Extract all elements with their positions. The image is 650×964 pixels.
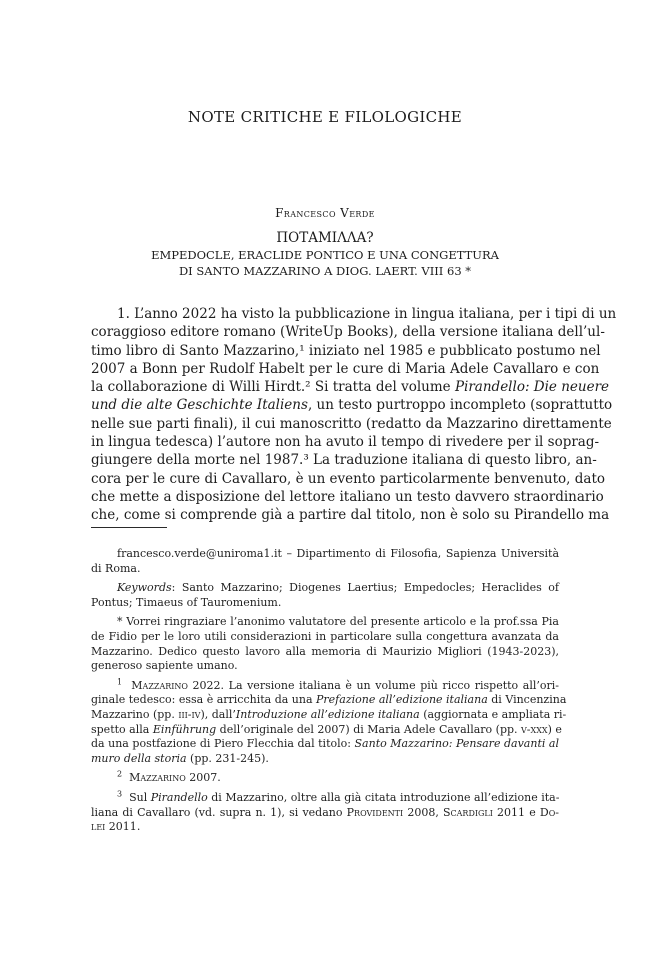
footnote-number: 1: [117, 677, 123, 687]
footnotes: [91, 547, 567, 840]
keywords-note: [91, 581, 559, 610]
note-line: francesco.verde@uniroma1.it – Dipartimento di Filosofia, Sapienza Università: [117, 547, 559, 560]
footnote-star: [91, 615, 559, 673]
note-line: da una postfazione di Piero Flecchia dal titolo: Santo Mazzarino: Pensare davanti al: [91, 737, 560, 751]
note-line: Mazzarino. Dedico questo lavoro alla memoria di Maurizio Migliori (1943-2023),: [91, 644, 559, 658]
note-line: Pontus; Timaeus of Tauromenium.: [91, 595, 282, 609]
footnote-separator: [91, 527, 167, 528]
citation: Mazzarino 2022: [131, 678, 221, 692]
note-line: muro della storia (pp. 231-245).: [91, 751, 269, 765]
subtitle-line: EMPEDOCLE, ERACLIDE PONTICO E UNA CONGETTURA: [151, 248, 499, 262]
affiliation-note: [91, 547, 559, 576]
body-line: 2007 a Bonn per Rudolf Habelt per le cure di Maria Adele Cavallaro e con: [91, 360, 600, 377]
body-line: giungere della morte nel 1987.³ La traduzione italiana di questo libro, an-: [91, 452, 597, 469]
body-line: la collaborazione di Willi Hirdt.² Si tratta del volume Pirandello: Die neuere: [91, 379, 610, 396]
note-line: liana di Cavallaro (vd. supra n. 1), si vedano Providenti 2008, Scardigli 2011 e Do-: [91, 805, 559, 819]
note-line: lei 2011.: [91, 820, 141, 834]
body-line: timo libro di Santo Mazzarino,¹ iniziato nel 1985 e pubblicato postumo nel: [91, 342, 601, 359]
note-line: generoso sapiente umano.: [91, 659, 238, 673]
citation: Providenti 2008: [346, 805, 436, 819]
citation: Scardigli 2011: [442, 805, 526, 819]
footnote-3: [91, 791, 559, 835]
article-subtitle: [0, 247, 650, 279]
note-line: de Fidio per le loro utili considerazioni in particolare sulla congettura avanzata da: [91, 629, 559, 643]
footnote-number: 3: [117, 789, 123, 799]
body-paragraph: [91, 305, 617, 525]
citation: Do-: [539, 805, 559, 819]
note-line: $^2$ Mazzarino 2007.: [117, 769, 221, 785]
note-line: $^1$ Mazzarino 2022. La versione italiana è un volume più ricco rispetto all’ori-: [117, 677, 559, 692]
footnote-1: [91, 677, 567, 767]
footnote-2: [91, 771, 559, 786]
note-line: * Vorrei ringraziare l’anonimo valutatore del presente articolo e la prof.ssa Pia: [117, 615, 559, 629]
note-line: $^3$ Sul Pirandello di Mazzarino, oltre alla già citata introduzione all’edizione ita-: [117, 789, 560, 804]
book-title: Pirandello: Die neuere: [454, 379, 610, 396]
body-line: nelle sue parti finali), il cui manoscritto (redatto da Mazzarino direttamente: [91, 415, 612, 432]
body-line: che, come si comprende già a partire dal titolo, non è solo su Pirandello ma: [91, 507, 610, 524]
note-line: Mazzarino (pp. iii-iv), dall’Introduzione all’edizione italiana (aggiornata e ampliata ri-: [91, 707, 567, 721]
footnote-number: 2: [117, 769, 123, 779]
citation: Mazzarino 2007: [129, 771, 218, 785]
author-name: Francesco Verde: [275, 206, 375, 220]
citation: lei 2011: [91, 820, 137, 834]
section-title: NOTE CRITICHE E FILOLOGICHE: [187, 108, 463, 126]
note-line: spetto alla Einführung dell’originale del 2007) di Maria Adele Cavallaro (pp. v-xxx) e: [91, 722, 562, 736]
body-line: in lingua tedesca) l’autore non ha avuto il tempo di rivedere per il soprag-: [91, 434, 600, 451]
body-line: und die alte Geschichte Italiens, un testo purtroppo incompleto (soprattutto: [91, 397, 613, 414]
body-line: 1. L’anno 2022 ha visto la pubblicazione in lingua italiana, per i tipi di un: [117, 306, 617, 322]
body-line: che mette a disposizione del lettore italiano un testo davvero straordinario: [91, 488, 604, 505]
article-title: ΠΟΤΑΜΙΛΛΑ?: [276, 230, 374, 246]
body-line: cora per le cure di Cavallaro, è un evento particolarmente benvenuto, dato: [91, 470, 605, 487]
note-line: ginale tedesco: essa è arricchita da una Prefazione all’edizione italiana di Vincenzina: [91, 693, 567, 707]
body-line: coraggioso editore romano (WriteUp Books), della versione italiana dell’ul-: [91, 324, 605, 341]
subtitle-line: DI SANTO MAZZARINO A DIOG. LAERT. VIII 63 *: [178, 264, 472, 278]
keywords-label: Keywords: [117, 581, 172, 595]
note-line: Keywords: Santo Mazzarino; Diogenes Laertius; Empedocles; Heraclides of: [117, 581, 559, 595]
note-line: di Roma.: [91, 561, 141, 575]
book-title: und die alte Geschichte Italiens: [91, 397, 308, 414]
